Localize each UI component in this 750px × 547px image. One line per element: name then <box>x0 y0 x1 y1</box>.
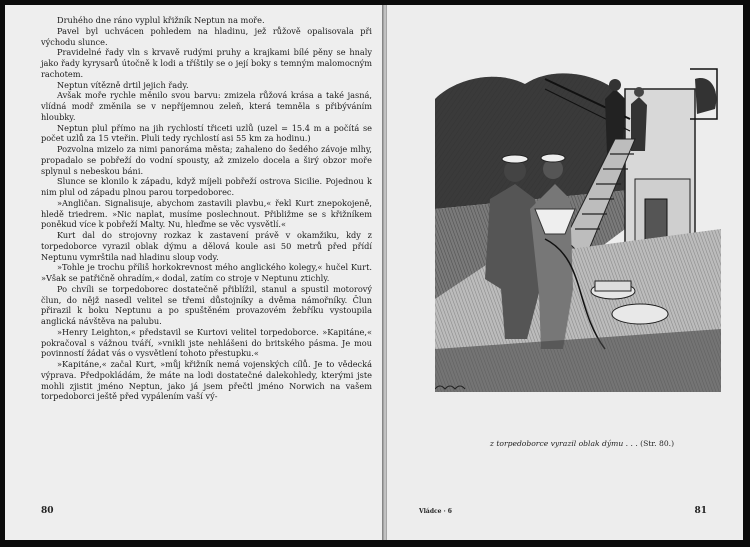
paragraph: Slunce se klonilo k západu, když míjeli pobřeží ostrova Sicilie. Pojednou k nim plul od západu plnou parou torpedoborec. <box>41 176 372 197</box>
left-page <box>5 5 382 540</box>
paragraph: »Kapitáne,« začal Kurt, »můj křižník nemá vojenských cílů. Je to vědecká výprava. Předpokládám, že máte na lodi dostatečné dalekohledy, kterými jste mohli zjistit jméno Neptun, jako já jsem přečtl jméno Norwich na vašem torpedoborci ještě před vypálením vaší vý- <box>41 359 372 402</box>
left-page-text <box>41 15 372 402</box>
paragraph: »Henry Leighton,« představil se Kurtovi velitel torpedoborce. »Kapitáne,« pokračoval s vážnou tváří, »vnikli jste nehlášeni do britského pásma. Je mou povinností žádat vás o vysvětlení tohoto přestupku.« <box>41 326 372 359</box>
paragraph: Neptun vítězně drtil jejich řady. <box>57 79 189 90</box>
caption-page-reference: (Str. 80.) <box>640 439 675 448</box>
caption-text: z torpedoborce vyrazil oblak dýmu . . . <box>489 439 638 448</box>
paragraph: Pravidelné řady vln s krvavě rudými pruhy a krajkami bílé pěny se hnaly jako řady kyrysarů útočně k lodi a tříštily se o její boky s temným malomocným rachotem. <box>41 47 372 79</box>
page-number-right: 81 <box>694 506 707 516</box>
illustration-sailors-on-deck <box>435 59 721 392</box>
paragraph: Kurt dal do strojovny rozkaz k zastavení právě v okamžiku, kdy z torpedoborce vyrazil oblak dýmu a dělová koule asi 50 metrů před přídí Neptunu vymrštila nad hladinu sloup vody. <box>41 230 372 262</box>
paragraph: Neptun plul přímo na jih rychlostí třiceti uzlů (uzel = 15.4 m a počítá se počet uzlů za 15 vteřin. Pluli tedy rychlostí asi 55 km za hodinu.) <box>41 122 372 144</box>
paragraph: Po chvíli se torpedoborec dostatečně přiblížil, stanul a spustil motorový člun, do nějž nasedl velitel se třemi důstojníky a dvěma námořníky. Člun přirazil k boku Neptunu a po spuštěném provazovém žebříku vystoupila anglická návštěva na palubu. <box>41 283 372 326</box>
paragraph: Druhého dne ráno vyplul křižník Neptun na moře. <box>57 15 265 25</box>
paragraph: Pavel byl uchvácen pohledem na hladinu, jež růžově opalisovala při východu slunce. <box>41 25 372 47</box>
paragraph: Pozvolna mizelo za nimi panoráma města; zahaleno do šedého závoje mlhy, propadalo se pobřeží do vodní spousty, až zmizelo docela a širý obzor moře splynul s nebeskou báni. <box>41 144 372 176</box>
page-number-left: 80 <box>41 506 54 516</box>
paragraph: Avšak moře rychle měnilo svou barvu: zmizela růžová krása a také jasná, vlídná modř změnila se v nepříjemnou zeleň, která temněla s přibýváním hloubky. <box>41 90 372 122</box>
illustration-caption <box>447 439 717 448</box>
paragraph: »Tohle je trochu příliš horkokrevnost mého anglického kolegy,« hučel Kurt. »Však se patřičně ohradím,« dodal, zatím co stroje v Neptunu ztichly. <box>41 262 372 283</box>
paragraph: »Angličan. Signalisuje, abychom zastavili plavbu,« řekl Kurt znepokojeně, hledě triedrem. »Nic naplat, musíme poslechnout. Přibližme se s křižníkem poněkud více k pobřeží Malty. Nu, hleďme se věc vysvětlí.« <box>41 197 372 230</box>
printer-signature: Vládce · 6 <box>419 508 452 515</box>
right-page <box>387 5 743 540</box>
